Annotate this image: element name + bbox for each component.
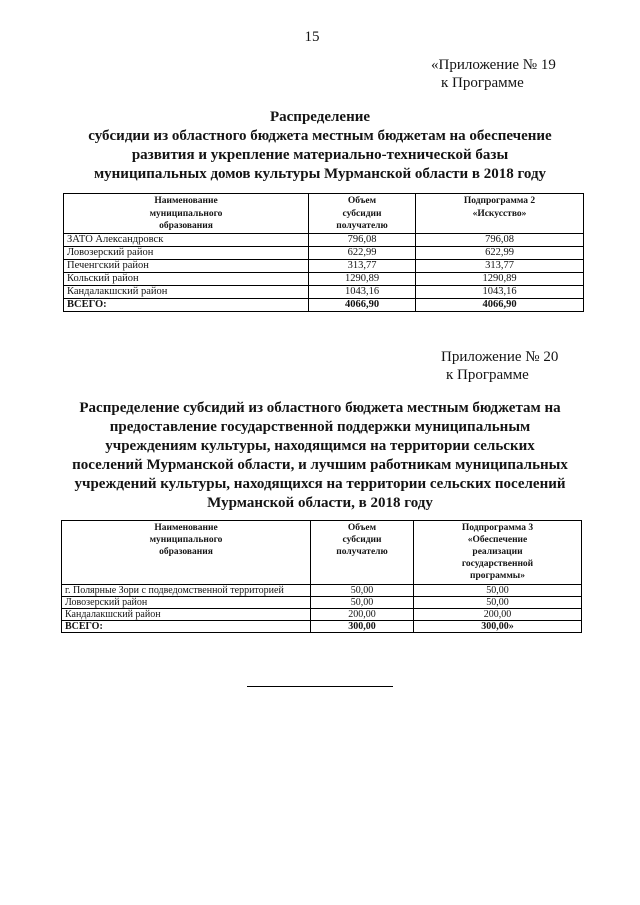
cell-subsidy: 1290,89: [309, 272, 416, 285]
header-line: Объем: [347, 523, 377, 533]
total-label: ВСЕГО:: [64, 298, 309, 311]
cell-subprogram: 50,00: [414, 585, 582, 597]
cell-subprogram: 796,08: [416, 233, 584, 246]
header-line: Подпрограмма 3: [461, 523, 534, 533]
header-subsidy: [311, 521, 414, 585]
cell-subprogram: 1290,89: [416, 272, 584, 285]
table-header-row: [62, 521, 582, 585]
header-subprogram: [416, 194, 584, 234]
header-subsidy: [309, 194, 416, 234]
table-row: [64, 259, 584, 272]
total-subsidy: 4066,90: [309, 298, 416, 311]
title-line: Распределение субсидий из областного бюджета местным бюджетам на: [79, 400, 561, 416]
title-line: предоставление государственной поддержки муниципальным: [109, 419, 531, 435]
cell-subprogram: 50,00: [414, 597, 582, 609]
appendix-19-table: [63, 193, 584, 312]
title-line: муниципальных домов культуры Мурманской области в 2018 году: [93, 166, 547, 182]
cell-subsidy: 50,00: [311, 585, 414, 597]
title-line: учреждениям культуры, находящимся на территории сельских: [105, 438, 535, 454]
table-row: [62, 585, 582, 597]
cell-municipality: Кольский район: [64, 272, 309, 285]
title-line: субсидии из областного бюджета местным бюджетам на обеспечение: [88, 128, 552, 144]
header-line: получателю: [336, 221, 388, 231]
header-line: муниципального: [149, 535, 223, 545]
total-label: ВСЕГО:: [62, 621, 311, 633]
cell-municipality: Ловозерский район: [62, 597, 311, 609]
cell-subprogram: 200,00: [414, 609, 582, 621]
header-line: образования: [159, 547, 213, 557]
appendix-20-table: [61, 520, 582, 633]
cell-municipality: Кандалакшский район: [64, 285, 309, 298]
header-line: реализации: [472, 547, 523, 557]
title-line: Мурманской области, в 2018 году: [207, 495, 433, 511]
cell-municipality: Ловозерский район: [64, 246, 309, 259]
header-line: Подпрограмма 2: [463, 196, 536, 206]
header-line: образования: [159, 221, 213, 231]
title-line: Распределение: [269, 109, 371, 125]
header-line: государственной: [461, 559, 534, 569]
page-number: 15: [304, 29, 320, 45]
header-line: Наименование: [154, 523, 218, 533]
cell-subsidy: 1043,16: [309, 285, 416, 298]
table-total-row: [64, 298, 584, 311]
cell-subprogram: 622,99: [416, 246, 584, 259]
cell-subsidy: 200,00: [311, 609, 414, 621]
total-subsidy: 300,00: [311, 621, 414, 633]
cell-municipality: г. Полярные Зори с подведомственной территорией: [62, 585, 311, 597]
table-row: [62, 597, 582, 609]
header-line: субсидии: [342, 208, 382, 219]
appendix-20-title: [0, 399, 640, 513]
appendix-19-title: [0, 108, 640, 184]
cell-subprogram: 1043,16: [416, 285, 584, 298]
appendix-20-to-program: к Программе: [446, 367, 529, 383]
cell-subprogram: 313,77: [416, 259, 584, 272]
cell-municipality: Кандалакшский район: [62, 609, 311, 621]
total-subprogram: 300,00»: [414, 621, 582, 633]
total-subprogram: 4066,90: [416, 298, 584, 311]
title-line: учреждений культуры, находящихся на территории сельских поселений: [74, 476, 566, 492]
table-row: [62, 609, 582, 621]
header-line: субсидии: [342, 535, 382, 545]
header-line: «Искусство»: [472, 208, 527, 219]
header-line: Объем: [347, 196, 377, 206]
table-row: [64, 246, 584, 259]
cell-subsidy: 50,00: [311, 597, 414, 609]
closing-rule: [247, 686, 393, 687]
cell-municipality: Печенгский район: [64, 259, 309, 272]
header-subprogram: [414, 521, 582, 585]
cell-subsidy: 313,77: [309, 259, 416, 272]
cell-municipality: ЗАТО Александровск: [64, 233, 309, 246]
appendix-19-to-program: к Программе: [441, 75, 524, 91]
header-line: программы»: [470, 571, 525, 581]
table-header-row: [64, 194, 584, 234]
title-line: поселений Мурманской области, и лучшим работникам муниципальных: [72, 457, 568, 473]
table-row: [64, 233, 584, 246]
header-line: получателю: [336, 547, 388, 557]
header-line: Наименование: [154, 196, 218, 206]
table-row: [64, 272, 584, 285]
header-municipality: [64, 194, 309, 234]
cell-subsidy: 622,99: [309, 246, 416, 259]
header-line: «Обеспечение: [467, 535, 528, 545]
appendix-19-label: «Приложение № 19: [431, 57, 556, 73]
table-row: [64, 285, 584, 298]
appendix-20-label: Приложение № 20: [441, 349, 559, 365]
header-municipality: [62, 521, 311, 585]
cell-subsidy: 796,08: [309, 233, 416, 246]
table-total-row: [62, 621, 582, 633]
header-line: муниципального: [149, 208, 223, 219]
title-line: развития и укрепление материально-технической базы: [131, 147, 509, 163]
